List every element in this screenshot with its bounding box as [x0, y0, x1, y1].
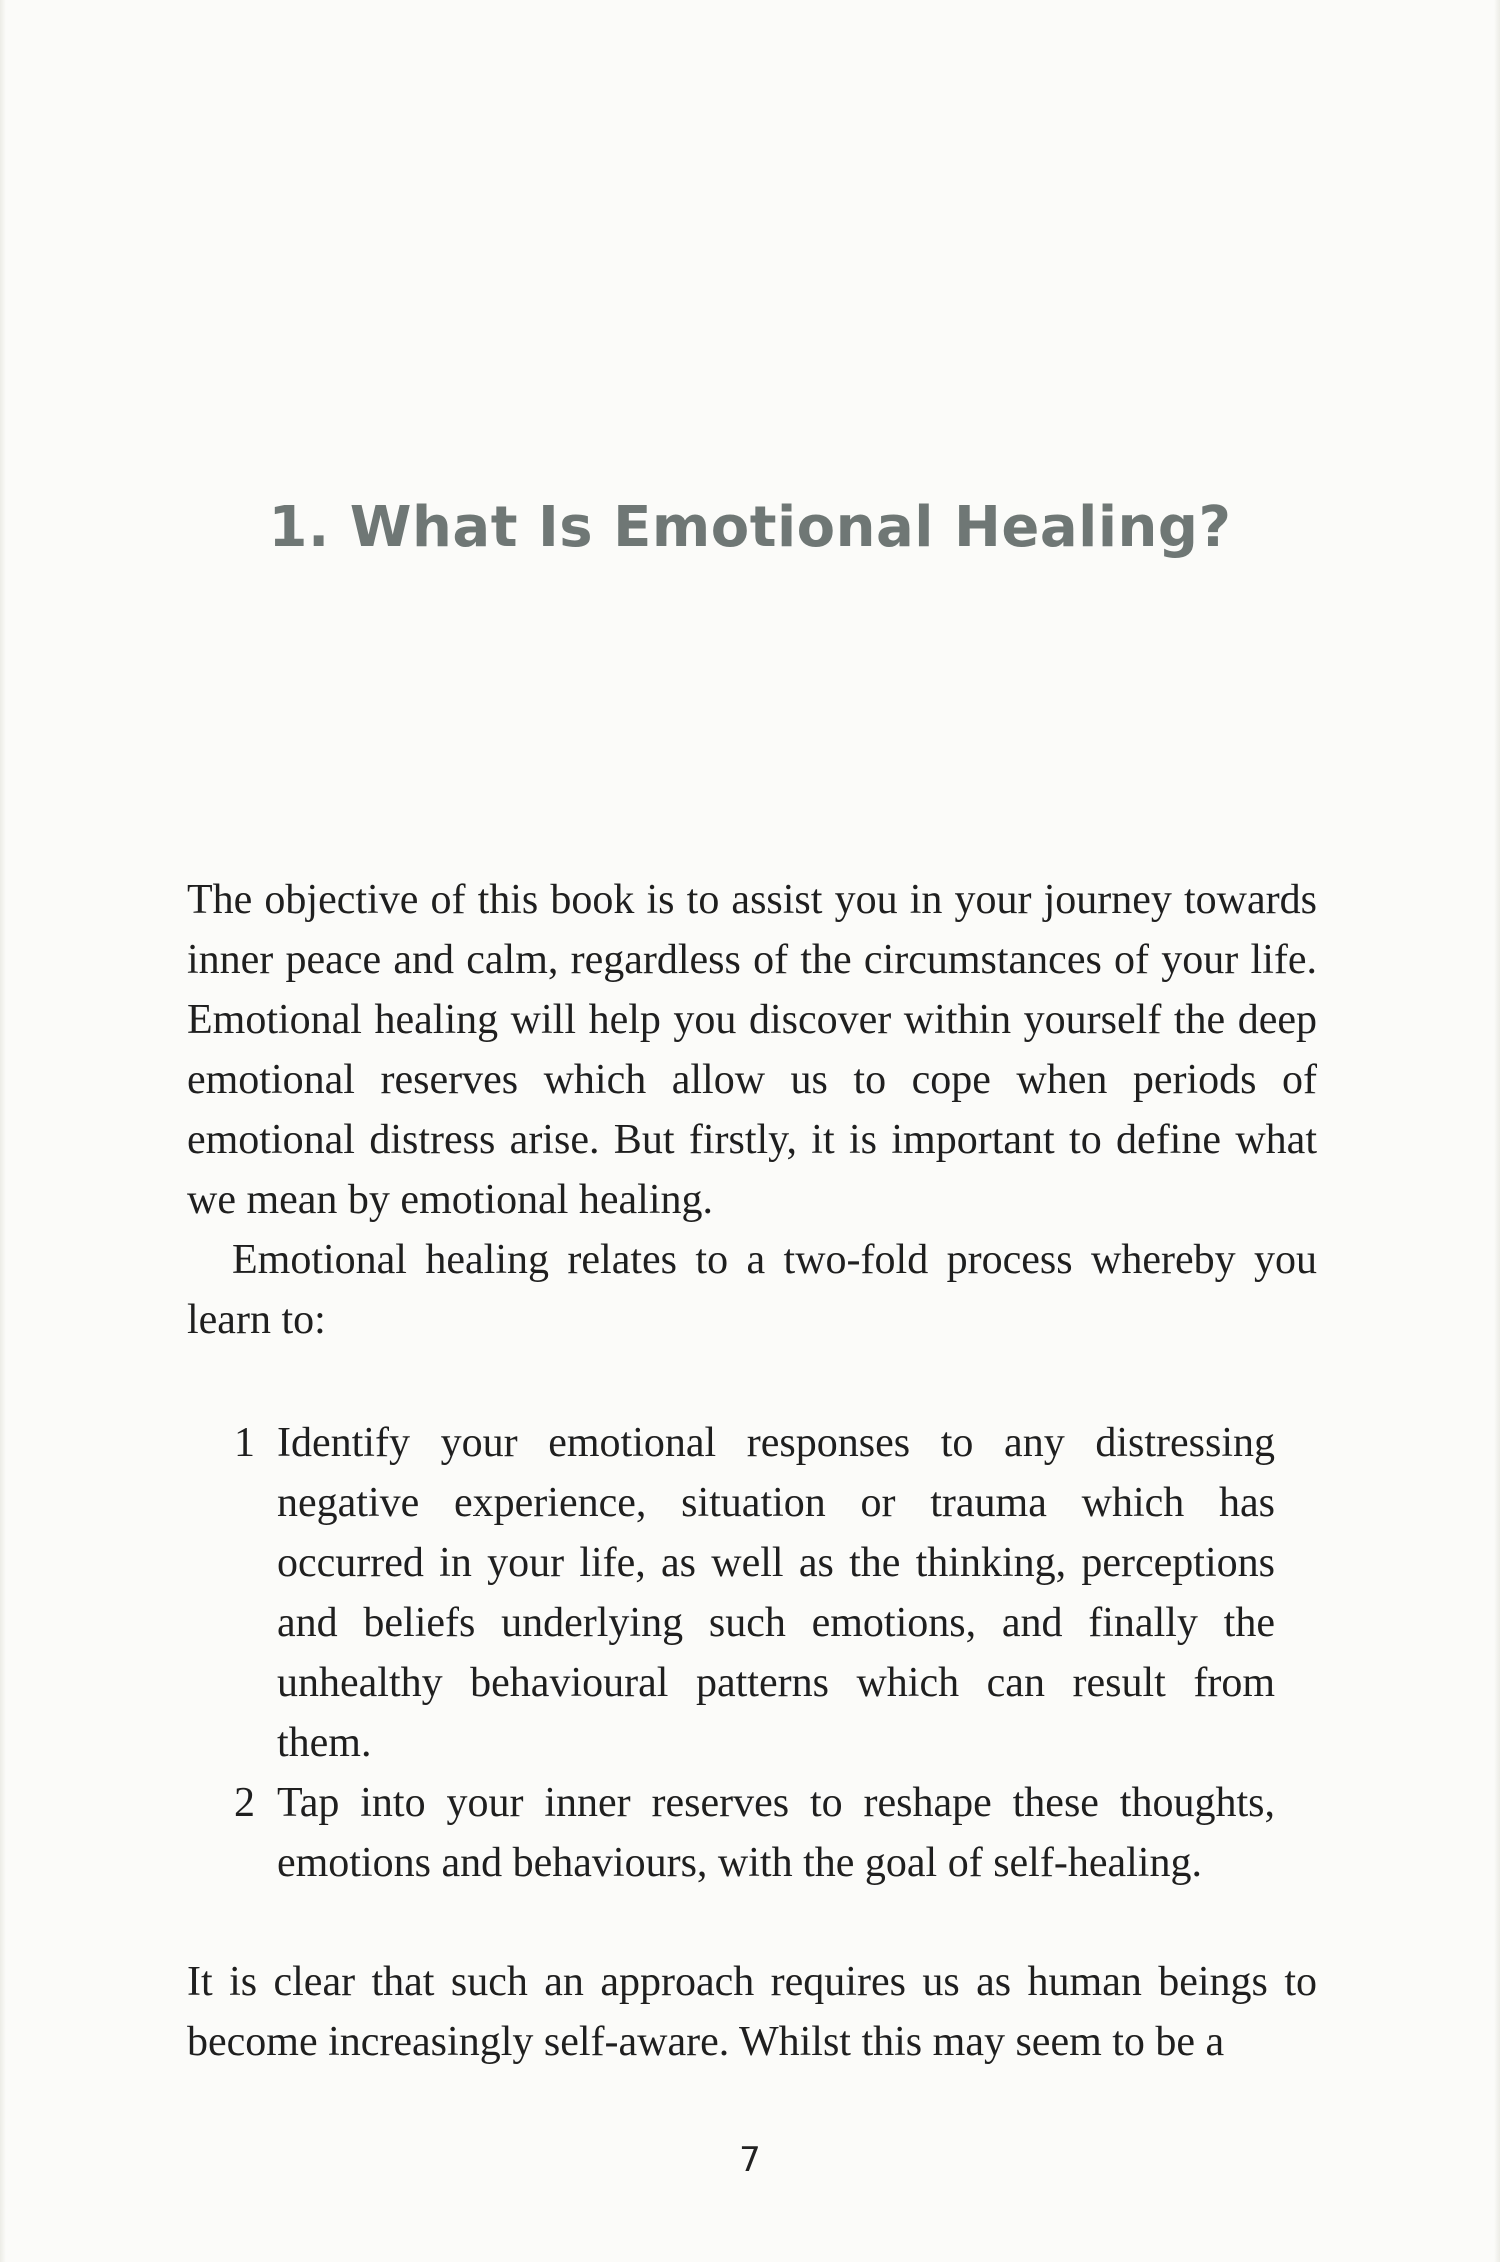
- list-item: [230, 1773, 1275, 1893]
- chapter-title: 1. What Is Emotional Healing?: [268, 495, 1232, 560]
- closing-paragraph: It is clear that such an approach requires us as human beings to become increasingly self-aware. Whilst this may seem to be a: [187, 1959, 1317, 2065]
- intro-paragraph: The objective of this book is to assist you in your journey towards inner peace and calm, regardless of the circumstances of your life. Emotional healing will help you discover within yourself the deep emotional reserves which allow us to cope when periods of emotional distress arise. But firstly, it is important to define what we mean by emotional healing.: [187, 877, 1317, 1223]
- list-item-number: 2: [234, 1780, 255, 1826]
- list-item: [230, 1413, 1275, 1773]
- intro-section: [187, 870, 1317, 1350]
- list-item-number: 1: [234, 1420, 255, 1466]
- list-item-text: Tap into your inner reserves to reshape these thoughts, emotions and behaviours, with the goal of self-healing.: [277, 1780, 1275, 1886]
- closing-section: [187, 1952, 1317, 2072]
- second-paragraph: Emotional healing relates to a two-fold process whereby you learn to:: [187, 1237, 1317, 1343]
- page-number: 7: [739, 2140, 761, 2180]
- page-edge-left: [0, 0, 6, 2262]
- list-item-text: Identify your emotional responses to any distressing negative experience, situation or trauma which has occurred in your life, as well as the thinking, perceptions and beliefs underlying such emotions, and finally the unhealthy behavioural patterns which can result from them.: [277, 1420, 1275, 1766]
- steps-list: [230, 1413, 1275, 1893]
- page-edge-right: [1494, 0, 1500, 2262]
